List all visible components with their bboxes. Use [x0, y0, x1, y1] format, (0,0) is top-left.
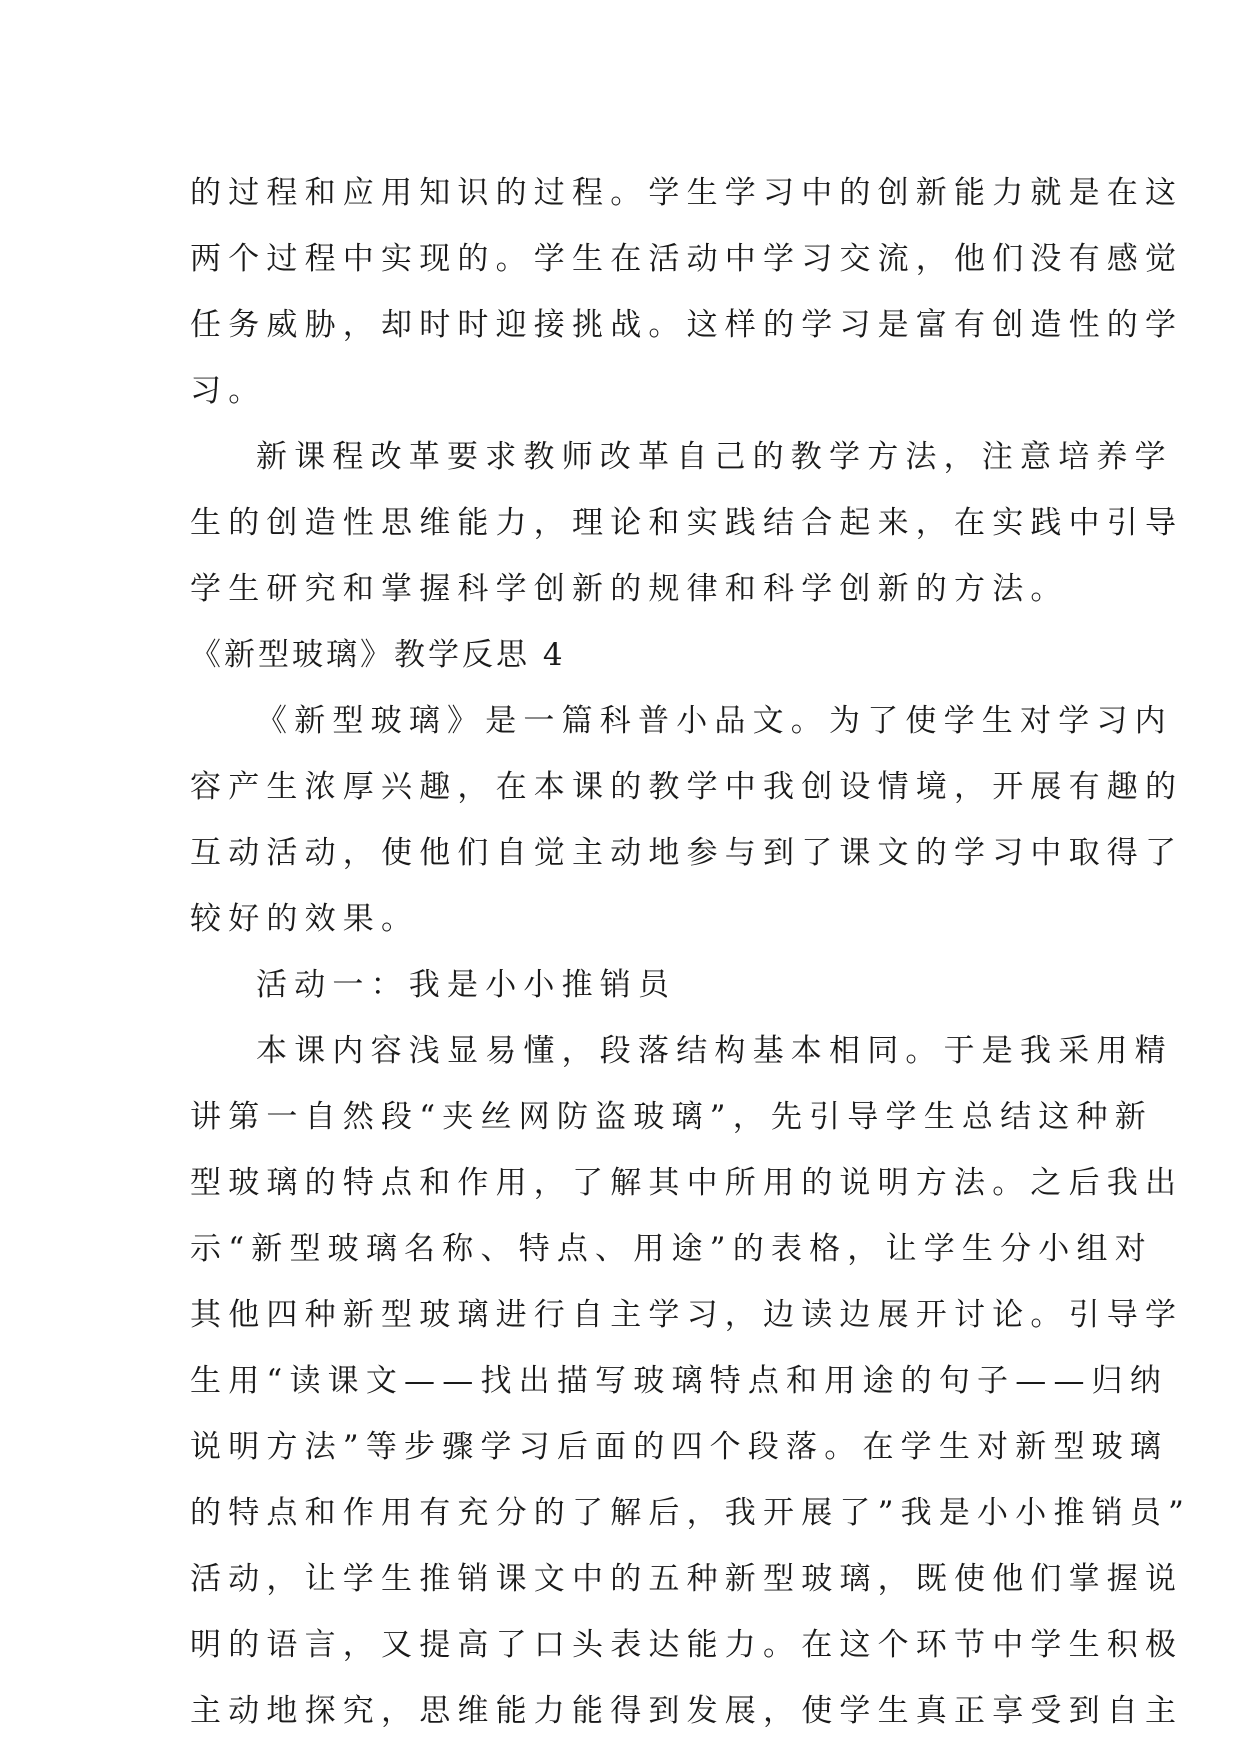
text-line: 活动一：我是小小推销员: [256, 967, 677, 1003]
text-line: 本课内容浅显易懂，段落结构基本相同。于是我采用精: [256, 1033, 1173, 1069]
text-line: 主动地探究，思维能力能得到发展，使学生真正享受到自主: [190, 1693, 1184, 1729]
text-line: 习。: [190, 373, 267, 409]
text-line: 两个过程中实现的。学生在活动中学习交流，他们没有感觉: [190, 241, 1184, 277]
text-line: 容产生浓厚兴趣，在本课的教学中我创设情境，开展有趣的: [190, 769, 1184, 805]
text-line: 讲第一自然段“夹丝网防盗玻璃”，先引导学生总结这种新: [190, 1099, 1153, 1135]
text-line: 学生研究和掌握科学创新的规律和科学创新的方法。: [190, 571, 1069, 607]
text-line: 的特点和作用有充分的了解后，我开展了”我是小小推销员”: [190, 1495, 1192, 1531]
text-line: 生用“读课文——找出描写玻璃特点和用途的句子——归纳: [190, 1363, 1169, 1399]
text-line: 的过程和应用知识的过程。学生学习中的创新能力就是在这: [190, 175, 1184, 211]
text-line: 型玻璃的特点和作用，了解其中所用的说明方法。之后我出: [190, 1165, 1184, 1201]
text-line: 其他四种新型玻璃进行自主学习，边读边展开讨论。引导学: [190, 1297, 1184, 1333]
document-body: [190, 160, 1192, 1744]
text-line: 《新型玻璃》是一篇科普小品文。为了使学生对学习内: [256, 703, 1173, 739]
section-heading: 《新型玻璃》教学反思 4: [190, 637, 566, 673]
text-line: 较好的效果。: [190, 901, 420, 937]
text-line: 示“新型玻璃名称、特点、用途”的表格，让学生分小组对: [190, 1231, 1153, 1267]
text-line: 生的创造性思维能力，理论和实践结合起来，在实践中引导: [190, 505, 1184, 541]
text-line: 新课程改革要求教师改革自己的教学方法，注意培养学: [256, 439, 1173, 475]
text-line: 活动，让学生推销课文中的五种新型玻璃，既使他们掌握说: [190, 1561, 1184, 1597]
text-line: 说明方法”等步骤学习后面的四个段落。在学生对新型玻璃: [190, 1429, 1169, 1465]
text-line: 任务威胁，却时时迎接挑战。这样的学习是富有创造性的学: [190, 307, 1184, 343]
text-line: 互动活动，使他们自觉主动地参与到了课文的学习中取得了: [190, 835, 1184, 871]
text-line: 明的语言，又提高了口头表达能力。在这个环节中学生积极: [190, 1627, 1184, 1663]
